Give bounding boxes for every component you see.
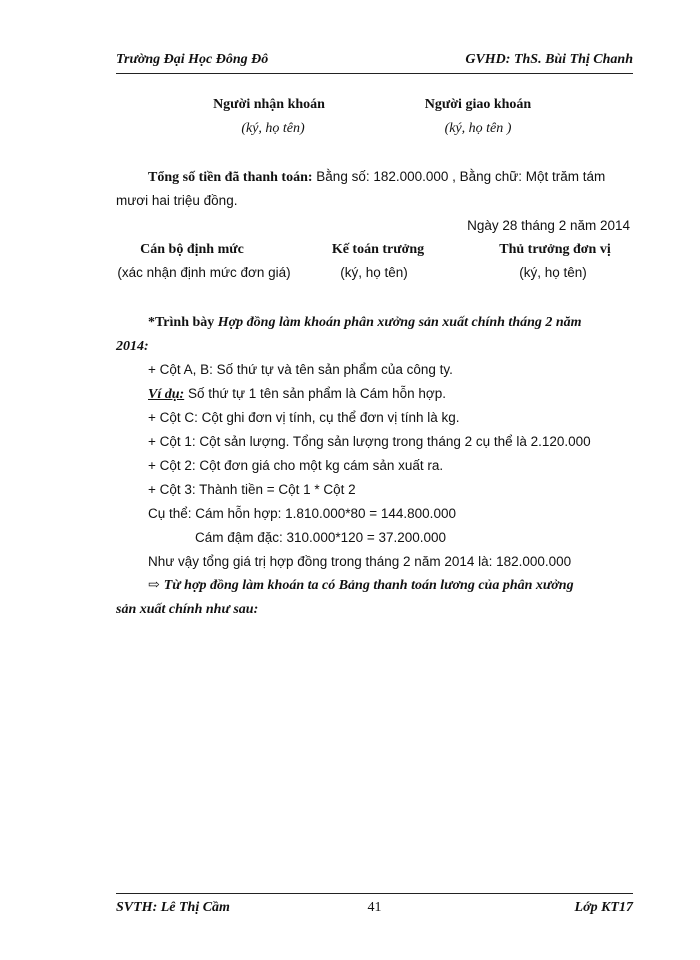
conclusion-text: Từ hợp đồng làm khoán ta có Bảng thanh toán lương của phân xưởng: [163, 578, 574, 593]
example-label: Ví dụ:: [148, 387, 185, 402]
intro-italic: Hợp đồng làm khoán phân xưởng sản xuất chính tháng 2 năm: [217, 315, 582, 330]
footer-rule: [116, 893, 633, 894]
sig-col1-sub: (xác nhận định mức đơn giá): [117, 265, 291, 280]
footer-student: SVTH: Lê Thị Cầm: [116, 900, 230, 915]
payment-line-1: [148, 169, 605, 186]
body-line-5: + Cột 2: Cột đơn giá cho một kg cám sản xuất ra.: [148, 458, 444, 473]
payment-line-2: mươi hai triệu đồng.: [116, 193, 238, 208]
header-school: Trường Đại Học Đông Đô: [116, 52, 269, 67]
payment-date: Ngày 28 tháng 2 năm 2014: [467, 218, 630, 233]
payment-label: Tổng số tiền đã thanh toán:: [148, 170, 313, 185]
header-rule: [116, 73, 633, 74]
intro-line-2: 2014:: [116, 339, 149, 354]
body-line-9: Như vậy tổng giá trị hợp đồng trong tháng 2 năm 2014 là: 182.000.000: [148, 554, 572, 569]
body-line-3: + Cột C: Cột ghi đơn vị tính, cụ thể đơn vị tính là kg.: [148, 410, 460, 425]
page-footer: [116, 900, 633, 920]
conclusion-line-2: sản xuất chính như sau:: [116, 602, 259, 617]
header-advisor: GVHD: ThS. Bùi Thị Chanh: [465, 52, 633, 67]
body-line-1: + Cột A, B: Số thứ tự và tên sản phẩm của công ty.: [148, 362, 453, 377]
example-text: Số thứ tự 1 tên sản phẩm là Cám hỗn hợp.: [184, 386, 447, 401]
intro-line-1: [148, 315, 582, 331]
sig-col3-title: Thủ trưởng đơn vị: [499, 242, 611, 257]
conclusion-line-1: [148, 577, 574, 594]
receiver-sub: (ký, họ tên): [241, 121, 305, 136]
sig-col2-title: Kế toán trưởng: [331, 242, 425, 257]
body-line-8: Cám đậm đặc: 310.000*120 = 37.200.000: [195, 530, 447, 545]
body-line-7: Cụ thể: Cám hỗn hợp: 1.810.000*80 = 144.800.000: [148, 506, 456, 521]
right-arrow-icon: ⇨: [148, 578, 160, 593]
body-line-2: [148, 386, 446, 403]
body-line-4: + Cột 1: Cột sản lượng. Tổng sản lượng trong tháng 2 cụ thể là 2.120.000: [148, 434, 591, 449]
giver-title: Người giao khoán: [424, 97, 532, 112]
sig-col3-sub: (ký, họ tên): [519, 265, 587, 280]
page-header: [116, 50, 633, 72]
sig-col2-sub: (ký, họ tên): [340, 265, 408, 280]
receiver-title: Người nhận khoán: [213, 97, 325, 112]
body-line-6: + Cột 3: Thành tiền = Cột 1 * Cột 2: [148, 482, 356, 497]
intro-bold: *Trình bày: [148, 315, 218, 330]
giver-sub: (ký, họ tên ): [444, 121, 512, 136]
payment-amount: Bằng số: 182.000.000 , Bằng chữ: Một trăm tám: [312, 169, 606, 184]
sig-col1-title: Cán bộ định mức: [140, 242, 244, 257]
page-number: 41: [367, 900, 382, 915]
footer-class: Lớp KT17: [574, 900, 633, 915]
